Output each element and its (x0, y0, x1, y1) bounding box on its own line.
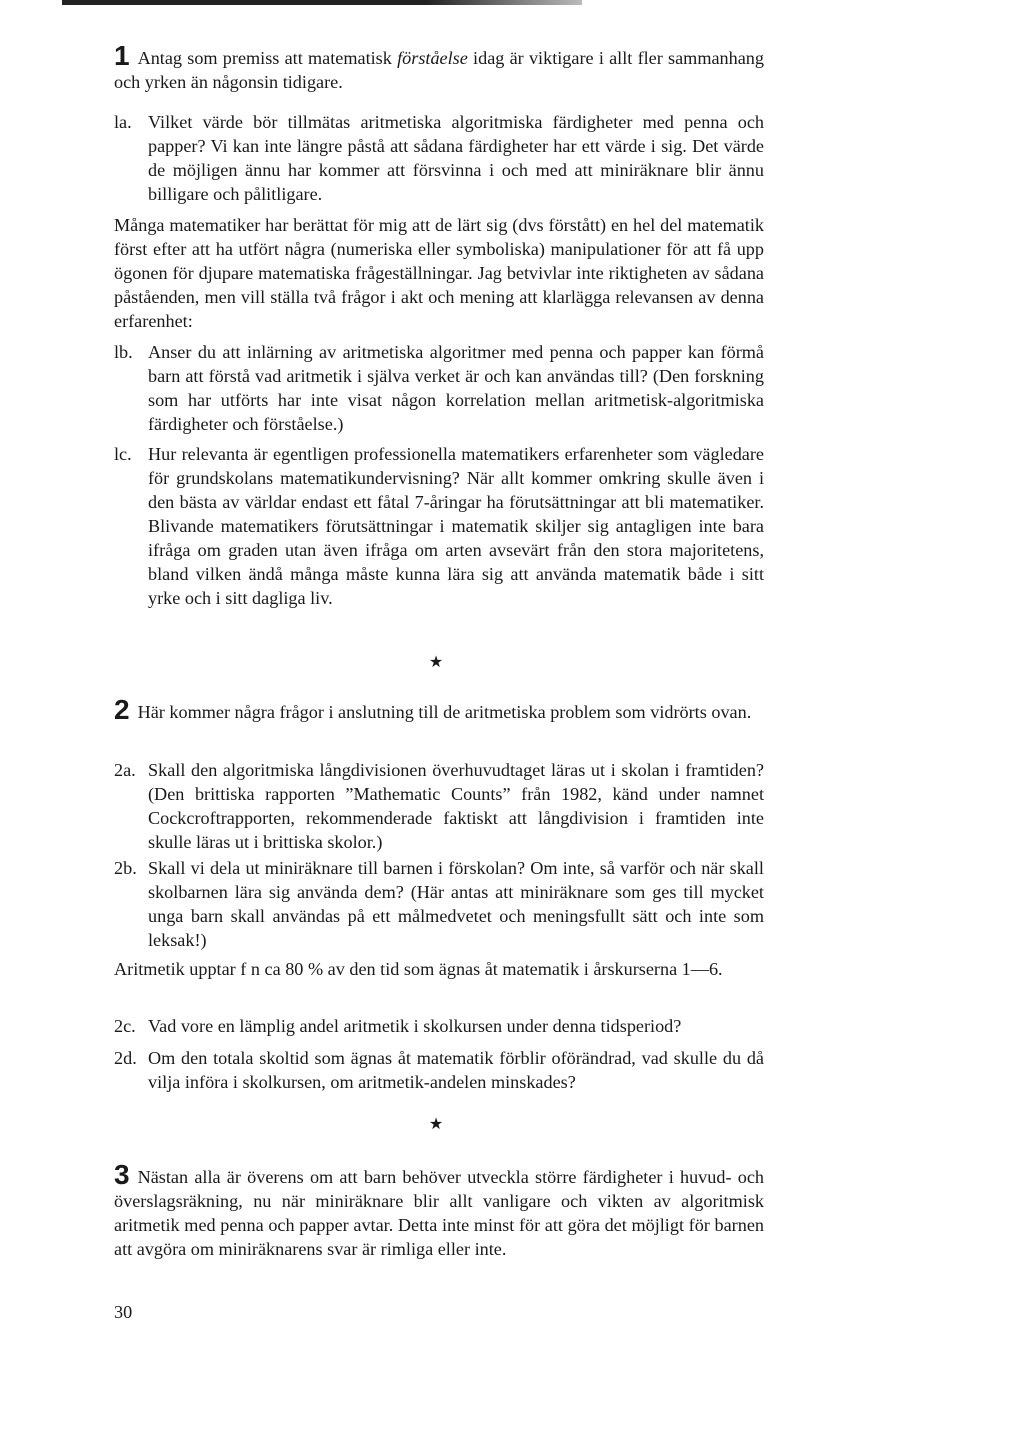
section-1-paragraph: Många matematiker har berättat för mig att de lärt sig (dvs förstått) en hel del matematik först efter att ha utfört några (numeriska eller symboliska) manipulationer för att få upp ögonen för djupare matematiska frågeställningar. Jag betvivlar inte riktigheten av sådana påståenden, men vill ställa två frågor i akt och mening att klarlägga relevansen av denna erfarenhet: (114, 215, 764, 331)
question-2a-text: Skall den algoritmiska långdivisionen överhuvudtaget läras ut i skolan i framtiden? (Den brittiska rapporten ”Mathematic Counts” från 1982, känd under namnet Cockcroftrapporten, rekommenderade faktiskt att långdivision i framtiden inte skulle läras ut i brittiska skolor.) (148, 760, 764, 852)
section-1-intro (114, 40, 764, 94)
section-2-intro (114, 694, 764, 725)
question-2d-label: 2d. (114, 1048, 137, 1068)
question-2c-label: 2c. (114, 1016, 136, 1036)
question-1a-text: Vilket värde bör tillmätas aritmetiska algoritmiska färdigheter med penna och papper? Vi kan inte längre påstå att sådana färdigheter har ett värde i sig. Det värde de möjligen ännu har kommer att försvinna i och med att miniräknare blir ännu billigare och pålitligare. (148, 112, 764, 204)
section-1-intro-lead: Antag som premiss att matematisk (137, 48, 398, 68)
question-2d-text: Om den totala skoltid som ägnas åt matematik förblir oförändrad, vad skulle du då vilja införa i skolkursen, om aritmetik-andelen minskades? (148, 1048, 764, 1092)
question-2b-label: 2b. (114, 858, 137, 878)
question-2c (114, 1014, 764, 1038)
question-2c-text: Vad vore en lämplig andel aritmetik i skolkursen under denna tidsperiod? (148, 1016, 682, 1036)
section-1-intro-emphasis: förståelse (397, 48, 468, 68)
question-1b-text: Anser du att inlärning av aritmetiska algoritmer med penna och papper kan förmå barn att förstå vad aritmetik i själva verket är och kan användas till? (Den forskning som har utförts har inte visat någon korrelation mellan aritmetisk-algoritmiska färdigheter och förståelse.) (148, 342, 764, 434)
question-2b-text: Skall vi dela ut miniräknare till barnen i förskolan? Om inte, så varför och när skall skolbarnen lära sig använda dem? (Här antas att miniräknare som ges till mycket unga barn skall användas på ett målmedvetet och meningsfullt sätt och inte som leksak!) (148, 858, 764, 950)
section-1-intro-tail: idag är viktigare i allt fler sammanhang och yrken än någonsin tidigare. (114, 48, 764, 92)
question-2a (114, 758, 764, 854)
separator-star: ★ (428, 1116, 444, 1133)
section-2-number: 2 (114, 694, 130, 725)
question-1b (114, 340, 764, 436)
question-2b (114, 856, 764, 952)
question-1c-text: Hur relevanta är egentligen professionella matematikers erfarenheter som vägledare för grundskolans matematikundervisning? När allt kommer omkring skulle även i den bästa av världar endast ett fåtal 7-åringar ha förutsättningar att bli matematiker. Blivande matematikers förutsättningar i matematik skiljer sig antagligen inte bara ifråga om graden utan även ifråga om arten avsevärt från den stora majoritetens, bland vilken ändå många måste kunna lära sig att använda matematik både i sitt yrke och i sitt dagliga liv. (148, 444, 764, 608)
question-1c (114, 442, 764, 610)
section-1-number: 1 (114, 40, 130, 71)
section-2-intro-text: Här kommer några frågor i anslutning till de aritmetiska problem som vidrörts ovan. (137, 702, 752, 722)
page-number: 30 (114, 1302, 133, 1322)
question-2d (114, 1046, 764, 1094)
question-1a (114, 110, 764, 206)
question-2a-label: 2a. (114, 760, 136, 780)
separator-star: ★ (428, 654, 444, 671)
question-1c-label: lc. (114, 444, 132, 464)
question-1b-label: lb. (114, 342, 133, 362)
section-2-paragraph: Aritmetik upptar f n ca 80 % av den tid som ägnas åt matematik i årskurserna 1—6. (114, 959, 723, 979)
top-rule (62, 0, 582, 5)
section-3-number: 3 (114, 1159, 130, 1190)
question-1a-label: la. (114, 112, 132, 132)
section-3-intro-text: Nästan alla är överens om att barn behöver utveckla större färdigheter i huvud- och överslagsräkning, nu när miniräknare blir allt vanligare och vikten av algoritmisk aritmetik med penna och papper avtar. Detta inte minst för att göra det möjligt för barnen att avgöra om miniräknarens svar är rimliga eller inte. (114, 1167, 764, 1259)
section-3-intro (114, 1159, 764, 1261)
